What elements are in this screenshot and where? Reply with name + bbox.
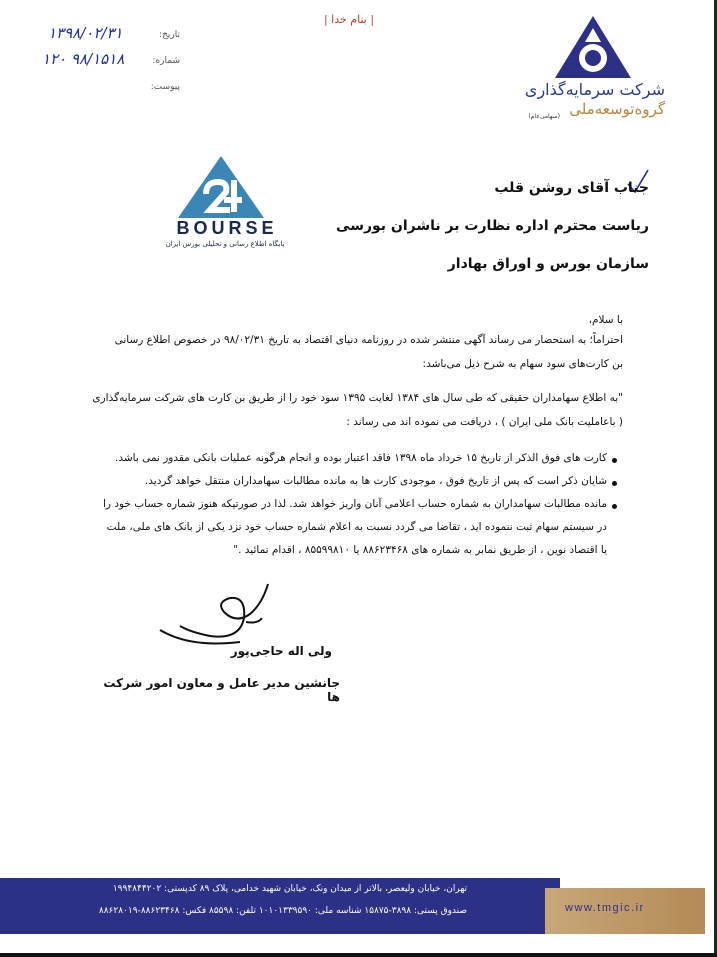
signer-name: ولی اله حاجی‌پور xyxy=(230,644,332,658)
bullet-item-2: شایان ذکر است که پس از تاریخ فوق ، موجودی کارت ها به مانده مطالبات سهامداران منتقل خواهد گردید. xyxy=(144,475,607,487)
company-name-line2: گروه‌توسعه‌ملی xyxy=(569,100,665,118)
date-value: ۱۳۹۸/۰۲/۳۱ xyxy=(48,24,123,42)
greeting: با سلام، xyxy=(588,314,623,326)
number-value: ۱۲۰ ۹۸/۱۵۱۸ xyxy=(42,50,125,68)
bullet-marker xyxy=(612,481,617,486)
bullet-item-3-line1: مانده مطالبات سهامداران به شماره حساب اعلامی آنان واریز خواهد شد. لذا در صورتیکه هنوز شماره حساب خود را xyxy=(103,498,607,510)
paragraph1-line2: بن کارت‌های سود سهام به شرح ذیل می‌باشد: xyxy=(422,358,623,370)
date-label: تاریخ: xyxy=(159,30,180,40)
company-name-line1: شرکت سرمایه‌گذاری xyxy=(524,80,665,99)
bullet-item-1: کارت های فوق الذکر از تاریخ ۱۵ خرداد ماه ۱۳۹۸ فاقد اعتبار بوده و انجام هرگونه عملیات بانکی مقدور نمی باشد. xyxy=(115,452,607,464)
footer-contact: صندوق پستی: ۳۸۹۸-۱۵۸۷۵ شناسه ملی: ۱۰۱۰۱۳۳۹۵۹۰ تلفن: ۸۵۵۹۸ فکس: ۸۸۶۲۳۴۶۸-۸۸۶۲۸۰۱۹ xyxy=(98,906,467,916)
attachment-label: پیوست: xyxy=(150,82,180,92)
bullet-item-3-line2: در سیستم سهام ثبت ننموده اید ، تقاضا می گردد نسبت به اعلام شماره حساب خود نزد یکی از بانک های ملی، ملت xyxy=(106,521,607,533)
besmellah-heading: | بنام خدا | xyxy=(323,13,375,26)
bourse-logo-icon xyxy=(176,154,266,220)
footer-website: www.tmgic.ir xyxy=(565,902,645,914)
bourse-logo-word: BOURSE xyxy=(176,218,278,238)
signer-title: جانشین مدیر عامل و معاون امور شرکت ها xyxy=(103,676,340,704)
scan-edge-bottom xyxy=(0,953,717,957)
company-type-label: (سهامی‌عام) xyxy=(528,113,560,120)
bourse-logo-subtitle: پایگاه اطلاع رسانی و تحلیلی بورس ایران xyxy=(165,240,285,248)
company-logo-icon xyxy=(553,14,633,82)
footer-address: تهران، خیابان ولیعصر، بالاتر از میدان ونک، خیابان شهید خدامی، پلاک ۸۹ کدپستی: ۱۹۹۴۸۴۴۲۰۲ xyxy=(112,884,467,894)
bullet-marker xyxy=(612,504,617,509)
bullet-marker xyxy=(612,458,617,463)
paragraph1-line1: احتراماً؛ به استحضار می رساند آگهی منتشر شده در روزنامه دنیای اقتصاد به تاریخ ۹۸/۰۲/۳۱ در خصوص اطلاع رسانی xyxy=(114,334,623,346)
recipient-name: جناب آقای روشن قلب xyxy=(494,180,649,196)
paragraph2-line1: "به اطلاع سهامداران حقیقی که طی سال های ۱۳۸۴ لغایت ۱۳۹۵ سود خود را از طریق بن کارت های شرکت سرمایه‌گذاری xyxy=(92,392,623,404)
number-label: شماره: xyxy=(152,56,180,66)
paragraph2-line2: ( باعاملیت بانک ملی ایران ) ، دریافت می نموده اند می رساند : xyxy=(346,416,623,428)
recipient-organization: سازمان بورس و اوراق بهادار xyxy=(447,256,649,272)
bullet-item-3-line3: یا اقتصاد نوین ، از طریق نمابر به شماره های ۸۸۶۲۳۴۶۸ یا ۸۵۵۹۹۸۱۰ ، اقدام نمائید ." xyxy=(233,544,607,556)
recipient-position: ریاست محترم اداره نظارت بر ناشران بورسی xyxy=(336,218,649,234)
